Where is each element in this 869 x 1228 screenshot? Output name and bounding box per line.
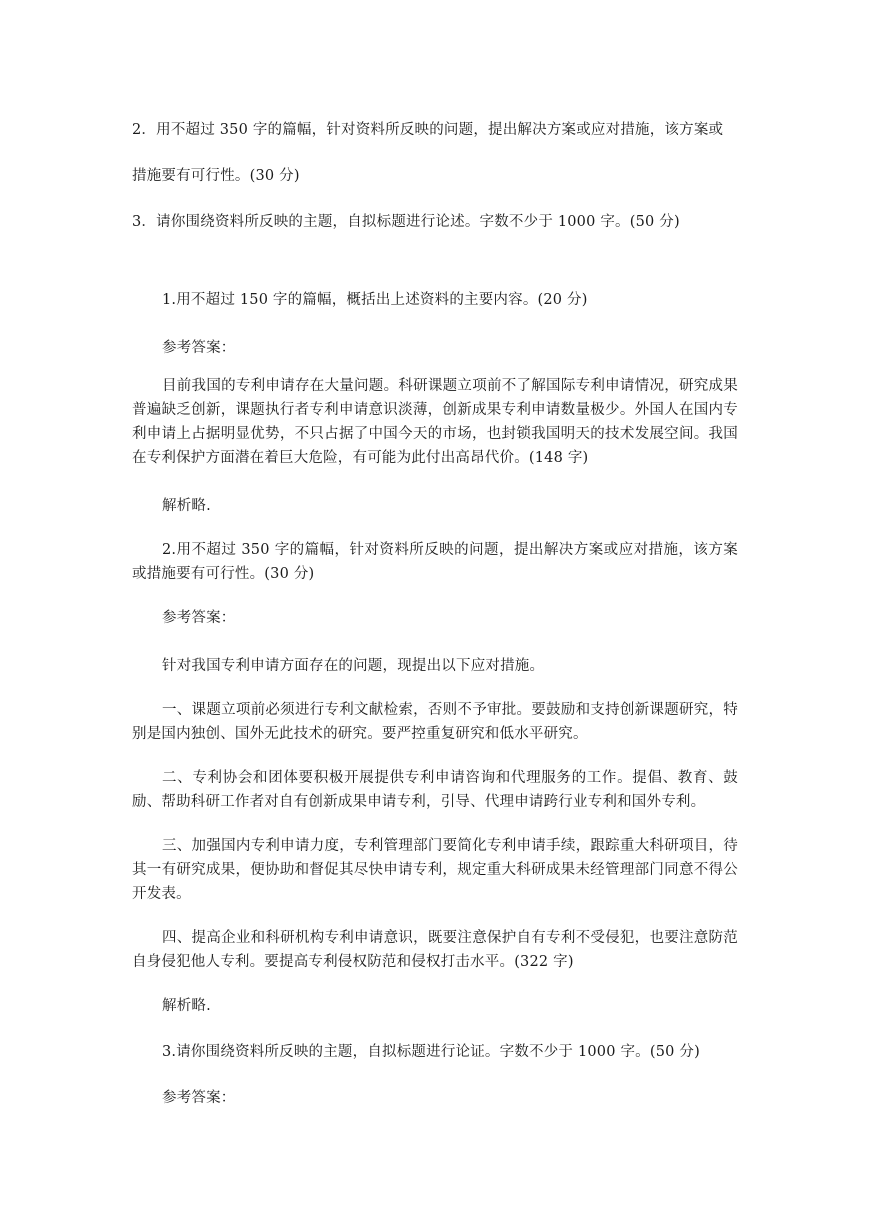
answer-1-reference-label: 参考答案：: [162, 340, 236, 356]
answer-2-reference-label: 参考答案：: [162, 610, 236, 626]
question-2-line-1: 2．用不超过 350 字的篇幅，针对资料所反映的问题，提出解决方案或应对措施，该方案或: [132, 122, 724, 138]
answer-2-intro: 针对我国专利申请方面存在的问题，现提出以下应对措施。: [162, 658, 545, 674]
answer-3-question: 3.请你围绕资料所反映的主题，自拟标题进行论证。字数不少于 1000 字。(50 分): [162, 1044, 700, 1060]
answer-2-question: 2.用不超过 350 字的篇幅，针对资料所反映的问题，提出解决方案或应对措施，该方案或措施要有可行性。(30 分): [132, 542, 738, 582]
answer-2-analysis: 解析略.: [162, 998, 211, 1014]
question-3: 3．请你围绕资料所反映的主题，自拟标题进行论述。字数不少于 1000 字。(50 分): [132, 214, 680, 230]
answer-2-point-1: 一、课题立项前必须进行专利文献检索，否则不予审批。要鼓励和支持创新课题研究，特别是国内独创、国外无此技术的研究。要严控重复研究和低水平研究。: [132, 702, 738, 742]
answer-1-text: 目前我国的专利申请存在大量问题。科研课题立项前不了解国际专利申请情况，研究成果普遍缺乏创新，课题执行者专利申请意识淡薄，创新成果专利申请数量极少。外国人在国内专利申请上占据明显优势，不只占据了中国今天的市场，也封锁我国明天的技术发展空间。我国在专利保护方面潜在着巨大危险，有可能为此付出高昂代价。(148 字): [132, 378, 738, 466]
answer-2-point-3: 三、加强国内专利申请力度，专利管理部门要简化专利申请手续，跟踪重大科研项目，待其一有研究成果，便协助和督促其尽快申请专利，规定重大科研成果未经管理部门同意不得公开发表。: [132, 838, 738, 902]
answer-1-analysis: 解析略.: [162, 498, 211, 514]
answer-2-point-2: 二、专利协会和团体要积极开展提供专利申请咨询和代理服务的工作。提倡、教育、鼓励、帮助科研工作者对自有创新成果申请专利，引导、代理申请跨行业专利和国外专利。: [132, 770, 738, 810]
answer-2-point-4: 四、提高企业和科研机构专利申请意识，既要注意保护自有专利不受侵犯，也要注意防范自身侵犯他人专利。要提高专利侵权防范和侵权打击水平。(322 字): [132, 930, 738, 970]
question-2-line-2: 措施要有可行性。(30 分): [132, 168, 300, 184]
answer-3-reference-label: 参考答案：: [162, 1090, 236, 1106]
answer-1-question: 1.用不超过 150 字的篇幅，概括出上述资料的主要内容。(20 分): [162, 292, 588, 308]
